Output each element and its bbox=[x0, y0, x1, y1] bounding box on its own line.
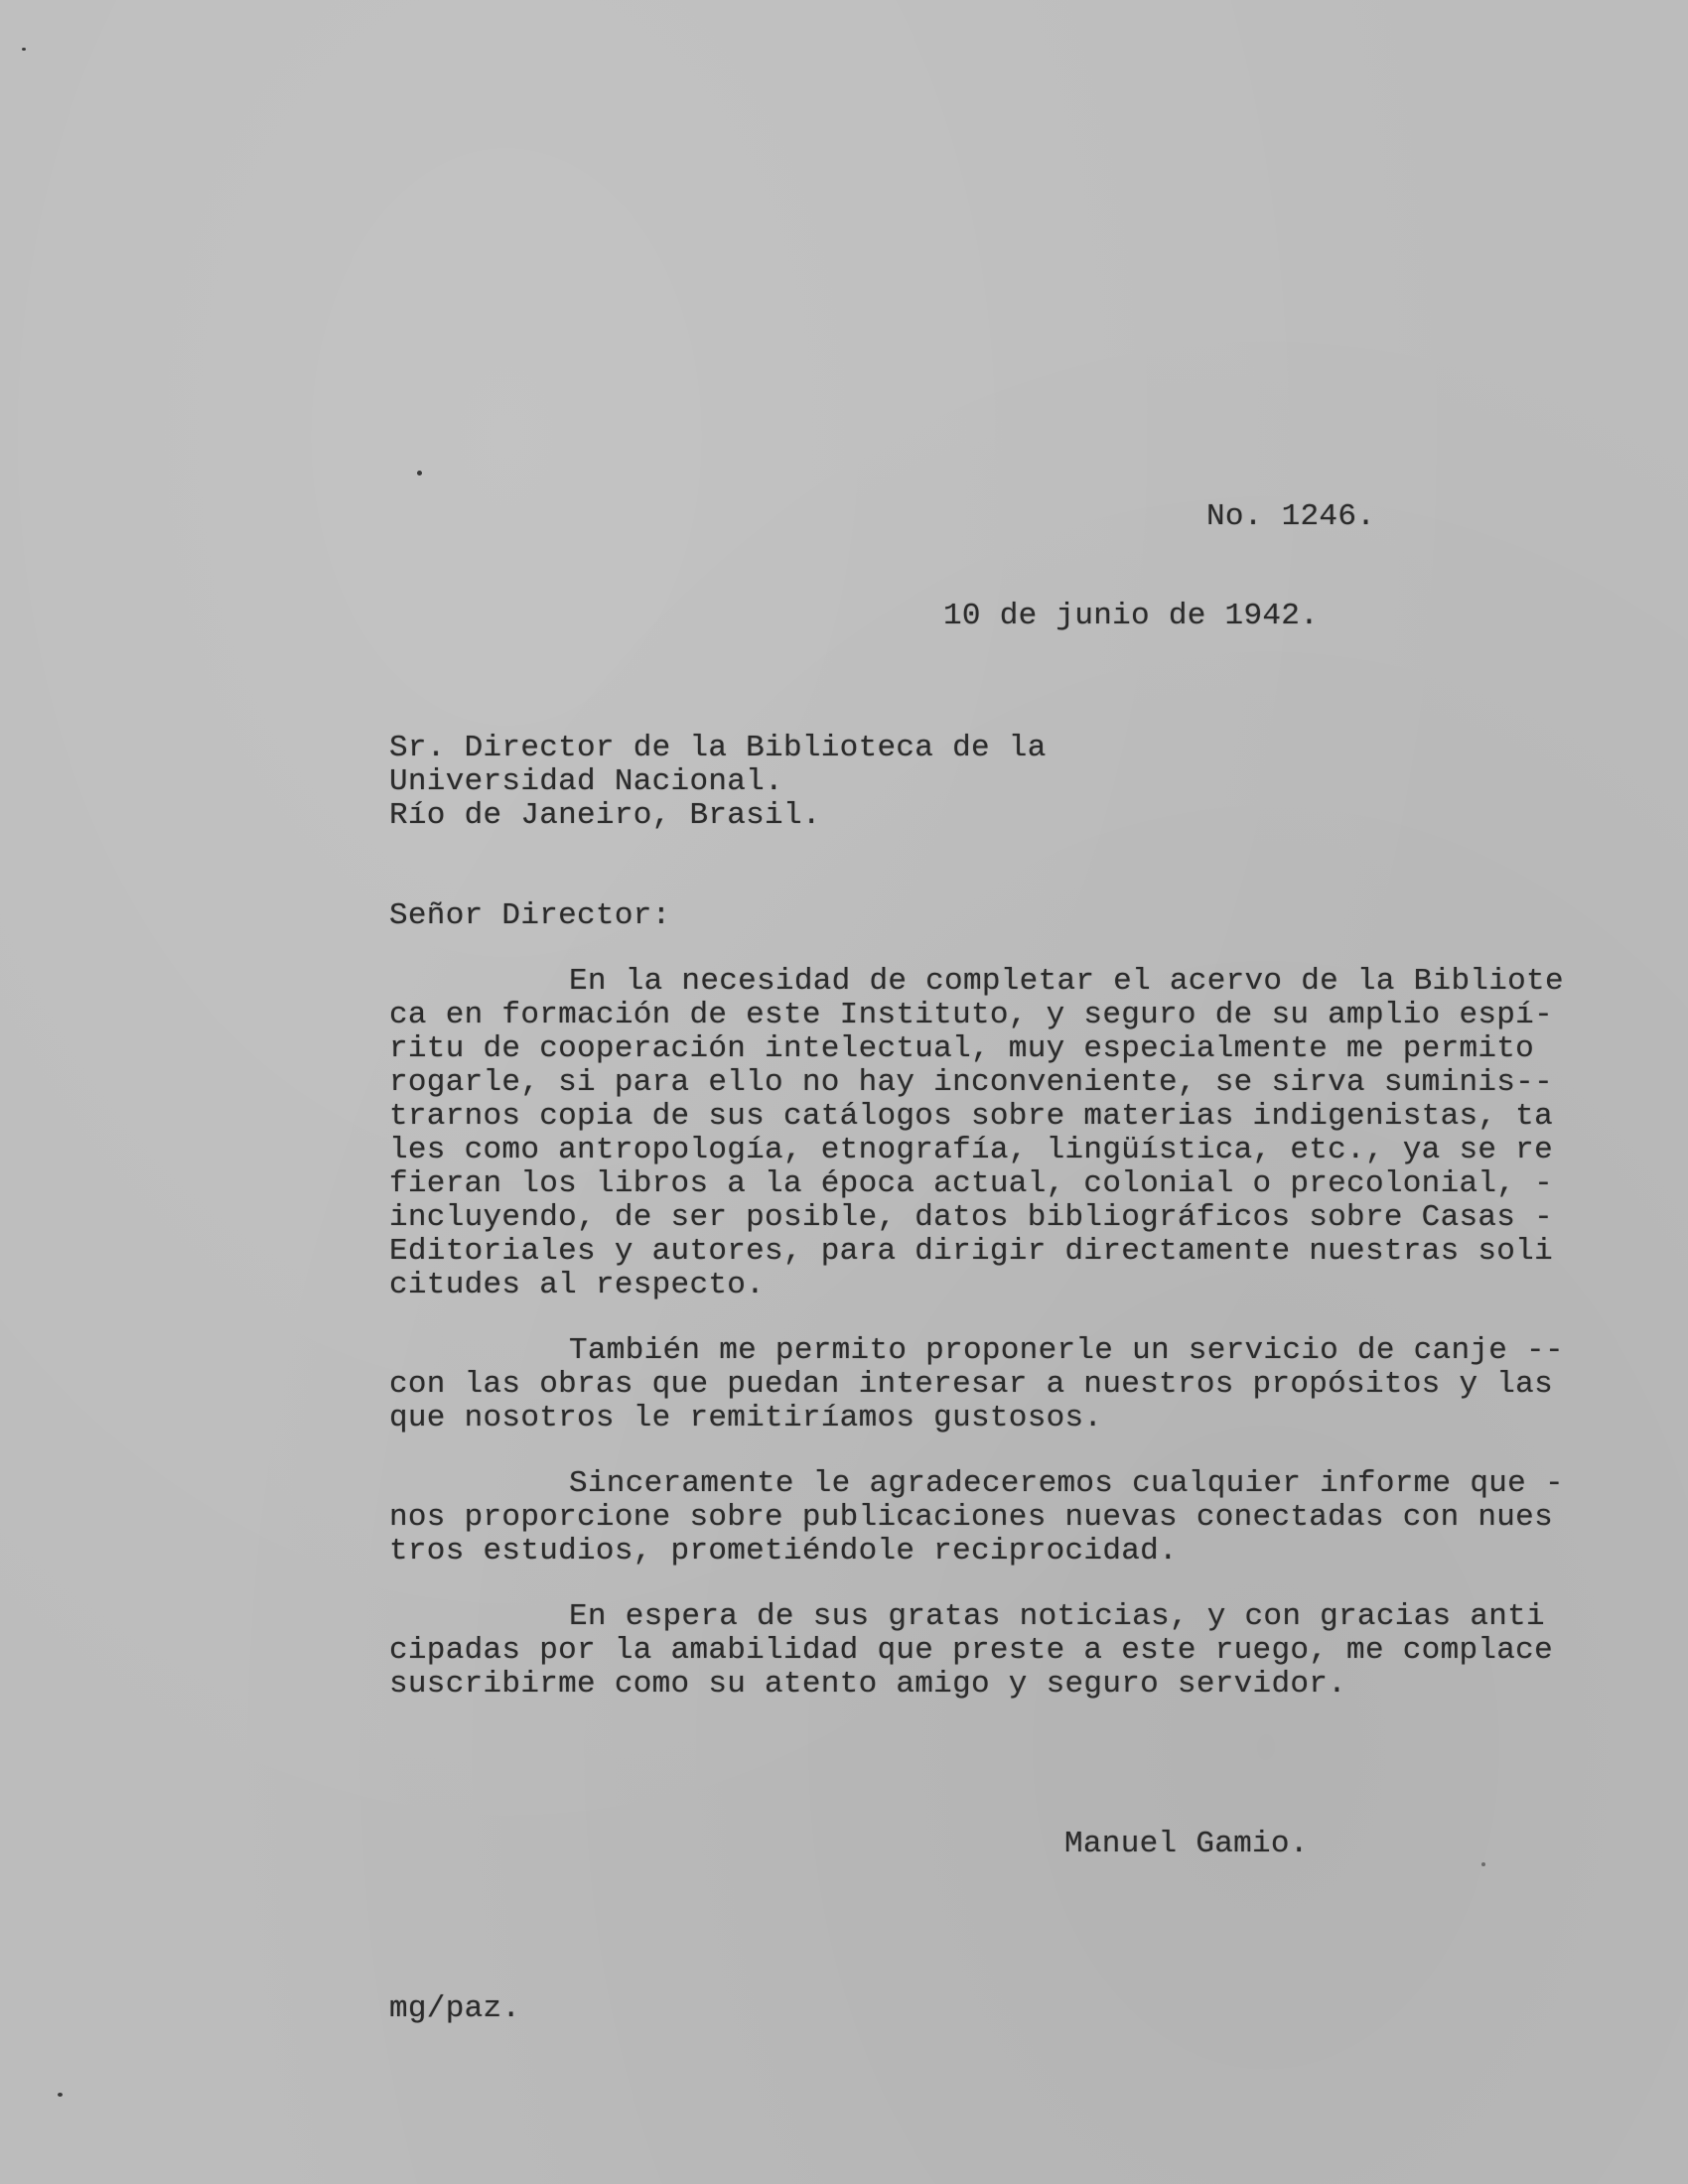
signature: Manuel Gamio. bbox=[1064, 1827, 1309, 1861]
body-line: con las obras que puedan interesar a nuestros propósitos y las bbox=[389, 1367, 1553, 1402]
body-line: nos proporcione sobre publicaciones nuevas conectadas con nues bbox=[389, 1500, 1553, 1535]
body-line: les como antropología, etnografía, lingüística, etc., ya se re bbox=[389, 1133, 1553, 1167]
body-line: citudes al respecto. bbox=[389, 1268, 766, 1302]
recipient-line: Universidad Nacional. bbox=[389, 764, 783, 799]
body-line: Sinceramente le agradeceremos cualquier informe que - bbox=[569, 1466, 1564, 1501]
salutation: Señor Director: bbox=[389, 898, 671, 933]
recipient-line: Sr. Director de la Biblioteca de la bbox=[389, 731, 1047, 765]
body-line: En la necesidad de completar el acervo de la Bibliote bbox=[569, 964, 1564, 999]
body-line: rogarle, si para ello no hay inconveniente, se sirva suminis-- bbox=[389, 1065, 1553, 1100]
paper-speck bbox=[22, 48, 26, 51]
body-line: trarnos copia de sus catálogos sobre materias indigenistas, ta bbox=[389, 1099, 1553, 1134]
body-line: También me permito proponerle un servicio de canje -- bbox=[569, 1333, 1564, 1368]
letter-number: No. 1246. bbox=[1206, 499, 1376, 534]
body-line: suscribirme como su atento amigo y seguro servidor. bbox=[389, 1667, 1347, 1702]
body-line: fieran los libros a la época actual, colonial o precolonial, - bbox=[389, 1166, 1553, 1201]
body-line: incluyendo, de ser posible, datos bibliográficos sobre Casas - bbox=[389, 1200, 1553, 1235]
typist-initials: mg/paz. bbox=[389, 1991, 521, 2026]
body-line: que nosotros le remitiríamos gustosos. bbox=[389, 1401, 1103, 1435]
body-line: tros estudios, prometiéndole reciprocidad. bbox=[389, 1534, 1178, 1569]
body-line: ritu de cooperación intelectual, muy especialmente me permito bbox=[389, 1031, 1535, 1066]
recipient-line: Río de Janeiro, Brasil. bbox=[389, 798, 821, 833]
body-line: ca en formación de este Instituto, y seguro de su amplio espí- bbox=[389, 998, 1553, 1032]
paper-speck bbox=[58, 2093, 63, 2097]
body-line: cipadas por la amabilidad que preste a este ruego, me complace bbox=[389, 1633, 1553, 1668]
body-line: Editoriales y autores, para dirigir directamente nuestras soli bbox=[389, 1234, 1553, 1269]
body-line: En espera de sus gratas noticias, y con gracias anti bbox=[569, 1599, 1545, 1634]
paper-speck bbox=[417, 471, 422, 476]
letter-date: 10 de junio de 1942. bbox=[943, 599, 1320, 633]
paper-speck bbox=[1481, 1862, 1485, 1866]
